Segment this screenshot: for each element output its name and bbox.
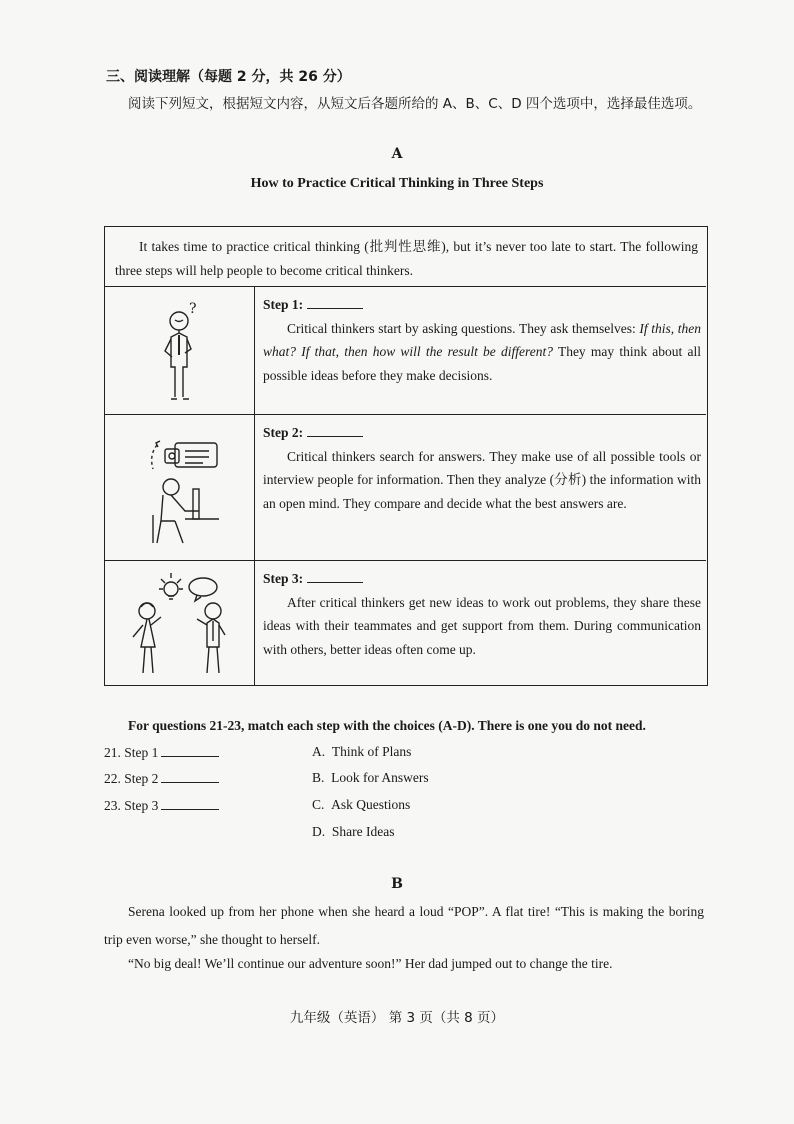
choice-a <box>312 744 411 760</box>
step-row-1 <box>105 287 706 415</box>
section-title: 三、阅读理解（每题 2 分，共 26 分） <box>106 69 351 85</box>
passage-b-letter: B <box>391 876 403 892</box>
choice-text: Share Ideas <box>331 824 395 839</box>
question-22 <box>104 770 219 787</box>
passage-b-paragraph-2: “No big deal! We’ll continue our adventure soon!” Her dad jumped out to change the tire. <box>128 956 613 971</box>
step-3-body: After critical thinkers get new ideas to work out problems, they share these ideas with their teammates and get support from them. During communication with others, better ideas often come up. <box>263 594 701 657</box>
step-1-label: Step 1: <box>263 297 304 312</box>
choice-b <box>312 770 429 786</box>
researching-person-icon <box>105 415 255 559</box>
question-number: 23. <box>104 798 121 813</box>
step-3-label: Step 3: <box>263 571 304 586</box>
question-21 <box>104 744 219 761</box>
choice-letter: D. <box>312 824 326 839</box>
question-label: Step 2 <box>124 771 159 786</box>
choice-letter: B. <box>312 770 325 785</box>
answer-blank[interactable] <box>161 797 219 810</box>
step-row-3 <box>105 561 706 685</box>
step-3-text-cell <box>263 567 701 661</box>
page-footer: 九年级（英语） 第 3 页（共 8 页） <box>289 1010 505 1026</box>
choice-letter: A. <box>312 744 326 759</box>
svg-text:?: ? <box>189 301 197 317</box>
intro-text: It takes time to practice critical thinking (批判性思维), but it’s never too late to start. The following three steps will help people to become critical thinkers. <box>115 239 698 278</box>
question-prompt: For questions 21-23, match each step with the choices (A-D). There is one you do not need. <box>128 718 646 733</box>
step-1-italic-text: If this, then what? If that, then how will the result be different? <box>263 320 701 359</box>
passage-b-paragraph-1: Serena looked up from her phone when she heard a loud “POP”. A flat tire! “This is making the boring trip even worse,” she thought to herself. <box>104 904 704 947</box>
step-1-text-after: They may think about all possible ideas before they make decisions. <box>263 344 701 383</box>
step-2-text-cell <box>263 421 701 515</box>
step-3-blank <box>307 568 363 583</box>
choice-text: Think of Plans <box>331 744 412 759</box>
step-2-illustration-cell <box>105 415 255 560</box>
steps-table <box>104 226 708 686</box>
step-row-2 <box>105 415 706 561</box>
intro-cell <box>105 227 706 287</box>
choice-c <box>312 797 410 813</box>
step-2-body: Critical thinkers search for answers. They make use of all possible tools or interview people for information. Then they analyze (分析) the information with an open mind. They compare and decide what the best answers are. <box>263 448 701 511</box>
choice-text: Ask Questions <box>331 797 411 812</box>
answer-blank[interactable] <box>161 770 219 783</box>
step-1-blank <box>307 294 363 309</box>
choice-d <box>312 824 394 840</box>
step-3-illustration-cell <box>105 561 255 685</box>
question-number: 22. <box>104 771 121 786</box>
answer-blank[interactable] <box>161 744 219 757</box>
step-1-text-cell <box>263 293 701 387</box>
question-label: Step 1 <box>124 745 159 760</box>
sharing-ideas-icon <box>105 561 255 683</box>
step-1-illustration-cell <box>105 287 255 414</box>
question-23 <box>104 797 219 814</box>
choice-letter: C. <box>312 797 325 812</box>
passage-a-letter: A <box>391 146 403 162</box>
choice-text: Look for Answers <box>331 770 429 785</box>
step-2-blank <box>307 422 363 437</box>
section-instructions: 阅读下列短文，根据短文内容，从短文后各题所给的 A、B、C、D 四个选项中，选择最佳选项。 <box>128 96 702 112</box>
thinking-person-icon <box>105 287 255 413</box>
step-2-label: Step 2: <box>263 425 304 440</box>
step-1-text-before: Critical thinkers start by asking questions. They ask themselves: <box>287 320 640 336</box>
step-1-body <box>263 317 701 388</box>
question-label: Step 3 <box>124 798 159 813</box>
question-number: 21. <box>104 745 121 760</box>
passage-a-title: How to Practice Critical Thinking in Three Steps <box>250 176 544 191</box>
